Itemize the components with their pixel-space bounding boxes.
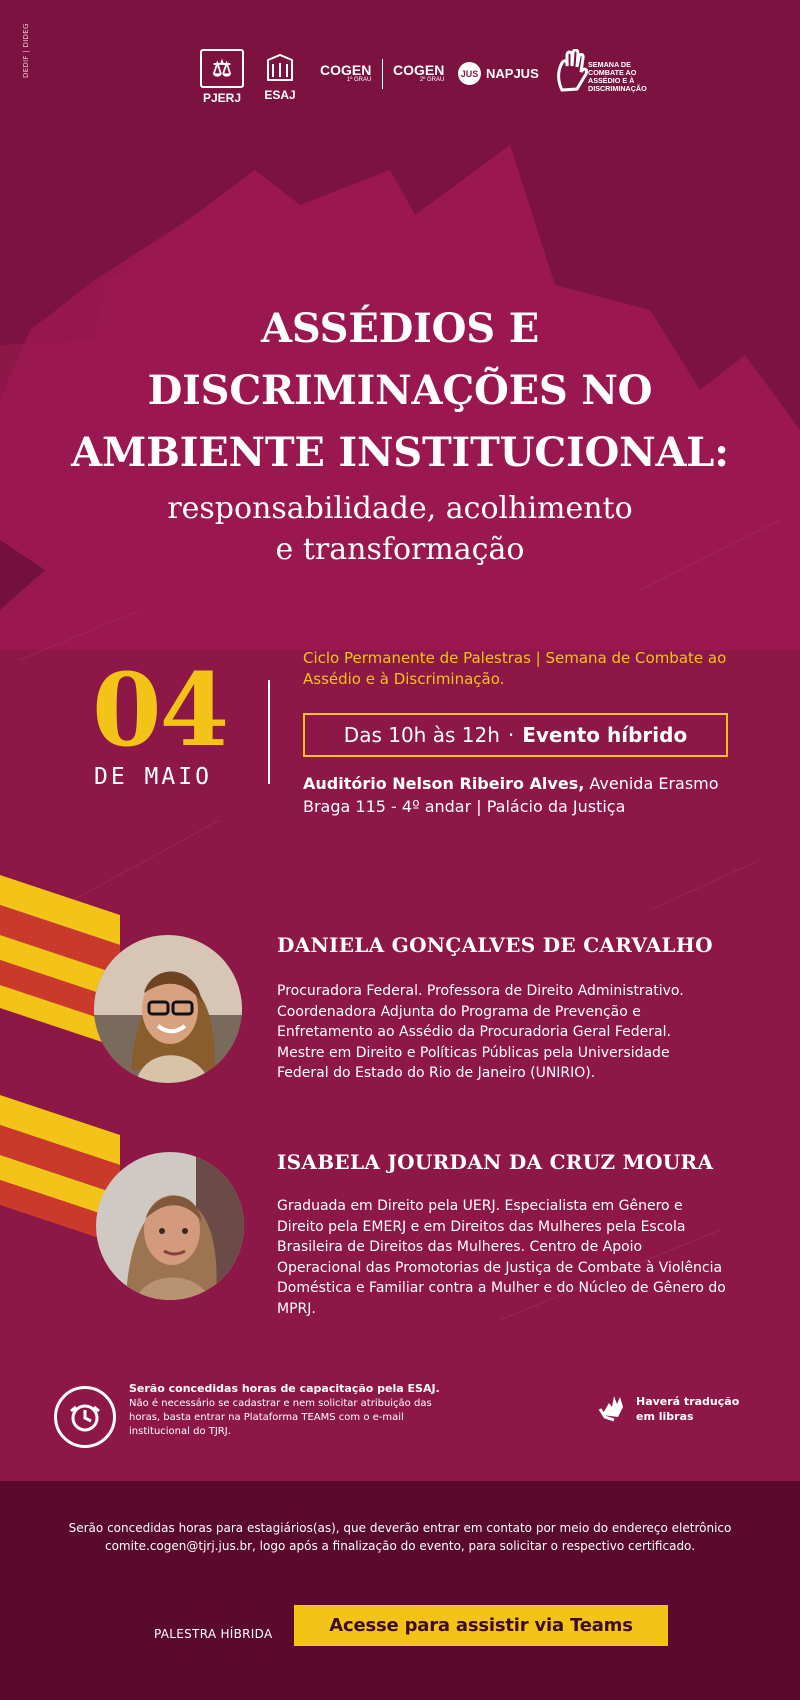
hand-icon [553, 49, 591, 97]
building-icon [264, 53, 296, 85]
napjus-label: NAPJUS [486, 66, 539, 81]
page-subtitle [80, 488, 720, 570]
hybrid-label: PALESTRA HÍBRIDA [154, 1627, 273, 1641]
subtitle-line: e transformação [275, 532, 525, 567]
napjus-logo [458, 62, 539, 85]
libras-info [596, 1389, 746, 1429]
speaker-photo-daniela [94, 935, 242, 1083]
napjus-icon: JUS [458, 62, 481, 85]
teams-access-button[interactable]: Acesse para assistir via Teams [294, 1605, 668, 1646]
attendance-info [54, 1382, 774, 1462]
clock-icon [54, 1386, 116, 1448]
week-label: SEMANA DE COMBATE AO ASSÉDIO E À DISCRIMINAÇÃO [588, 60, 647, 93]
speaker-name: ISABELA JOURDAN DA CRUZ MOURA [277, 1150, 714, 1174]
pjerj-label: PJERJ [202, 91, 242, 105]
speaker-photo-isabela [96, 1152, 244, 1300]
footer-note: Serão concedidas horas para estagiários(as), que deverão entrar em contato por meio do endereço eletrônico comite.cogen@tjrj.jus.br, logo após a finalização do evento, para solicitar o respectivo certificado. [68, 1521, 732, 1553]
event-cycle: Ciclo Permanente de Palestras | Semana de Combate ao Assédio e à Discriminação. [303, 649, 727, 688]
event-month: DE MAIO [94, 764, 212, 790]
event-time-box [303, 713, 728, 757]
cogen-2-logo [393, 62, 444, 83]
logo-divider [382, 59, 383, 89]
subtitle-line: responsabilidade, acolhimento [167, 491, 633, 526]
week-logo [553, 49, 647, 119]
libras-text: Haverá tradução em libras [636, 1395, 740, 1423]
speaker-bio: Procuradora Federal. Professora de Direito Administrativo. Coordenadora Adjunta do Programa de Prevenção e Enfretamento ao Assédio da Procuradoria Geral Federal. Mestre em Direito e Políticas Públicas pela Universidade Federal do Estado do Rio de Janeiro (UNIRIO). [277, 983, 684, 1082]
scales-icon: ⚖ [200, 49, 244, 88]
cogen-2-sub: 2º GRAU [419, 77, 445, 83]
event-place [303, 772, 738, 818]
hours-text: Não é necessário se cadastrar e nem solicitar atribuição das horas, basta entrar na Plataforma TEAMS com o e-mail institucional do TJRJ. [129, 1398, 432, 1437]
place-name: Auditório Nelson Ribeiro Alves, [303, 774, 585, 793]
cogen-1-label: COGEN [320, 62, 372, 78]
event-time: Das 10h às 12h [343, 723, 500, 747]
title-line: AMBIENTE INSTITUCIONAL: [71, 429, 729, 476]
event-day: 04 [92, 651, 228, 769]
event-separator: · [507, 723, 515, 747]
cogen-2-label: COGEN [393, 62, 445, 78]
title-line: DISCRIMINAÇÕES NO [147, 367, 653, 414]
title-line: ASSÉDIOS E [261, 305, 539, 352]
esaj-logo [260, 49, 300, 105]
cogen-1-logo [320, 62, 371, 83]
sign-language-icon [596, 1389, 630, 1423]
logo-bar [198, 49, 647, 121]
place-address: Avenida Erasmo Braga 115 - 4º andar | Palácio da Justiça [303, 774, 719, 816]
speaker-bio: Graduada em Direito pela UERJ. Especialista em Gênero e Direito pela EMERJ e em Direitos das Mulheres pela Escola Brasileira de Direitos das Mulheres. Centro de Apoio Operacional das Promotorias de Justiça de Combate à Violência Doméstica e Familiar contra a Mulher e do Núcleo de Gênero do MPRJ. [277, 1198, 726, 1317]
speaker-name: DANIELA GONÇALVES DE CARVALHO [277, 933, 713, 957]
esaj-label: ESAJ [264, 87, 296, 102]
pjerj-logo [198, 49, 246, 105]
page-title [40, 298, 760, 484]
cogen-1-sub: 1º GRAU [346, 77, 372, 83]
event-mode: Evento híbrido [522, 723, 688, 747]
date-separator [268, 680, 270, 784]
side-code: DEDIF | DIDEG [22, 23, 30, 78]
footer [0, 1481, 800, 1700]
hours-title: Serão concedidas horas de capacitação pela ESAJ. [129, 1382, 440, 1395]
